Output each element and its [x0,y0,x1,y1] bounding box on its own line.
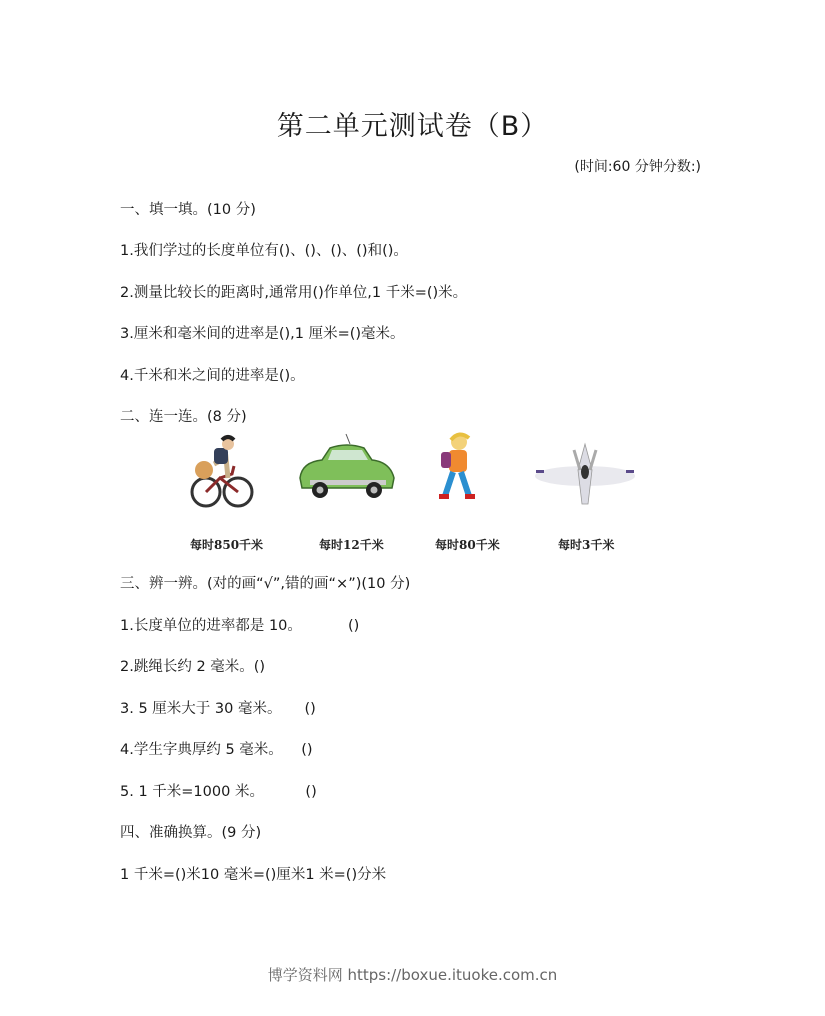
section-2-heading: 二、连一连。(8 分) [120,409,247,425]
speed-label-4: 每时3千米 [558,538,615,552]
time-score-info: (时间:60 分钟分数:) [574,159,701,175]
speed-label-1: 每时850千米 [190,538,264,552]
section-1-heading: 一、填一填。(10 分) [120,202,256,218]
jet-plane-icon [530,430,640,510]
walking-student-icon [405,430,515,510]
question-1-2: 2.测量比较长的距离时,通常用()作单位,1 千米=()米。 [120,285,468,301]
speed-label-3: 每时80千米 [435,538,500,552]
section-3-heading: 三、辨一辨。(对的画“√”,错的画“×”)(10 分) [120,576,411,592]
speed-label-2: 每时12千米 [319,538,384,552]
question-3-5: 5. 1 千米=1000 米。 () [120,784,317,800]
question-1-3: 3.厘米和毫米间的进率是(),1 厘米=()毫米。 [120,326,405,342]
question-3-2: 2.跳绳长约 2 毫米。() [120,659,266,675]
question-1-4: 4.千米和米之间的进率是()。 [120,368,305,384]
green-car-icon [292,430,402,510]
question-1-1: 1.我们学过的长度单位有()、()、()、()和()。 [120,243,408,259]
question-3-4: 4.学生字典厚约 5 毫米。 () [120,742,313,758]
footer-watermark: 博学资料网 https://boxue.ituoke.com.cn [267,966,558,984]
question-3-1: 1.长度单位的进率都是 10。 () [120,618,360,634]
question-3-3: 3. 5 厘米大于 30 毫米。 () [120,701,316,717]
question-4-1: 1 千米=()米10 毫米=()厘米1 米=()分米 [120,867,387,883]
section-4-heading: 四、准确换算。(9 分) [120,825,262,841]
matching-pictures [0,430,825,560]
page-title: 第二单元测试卷（B） [276,111,549,142]
bicycle-rider-icon [182,430,292,510]
